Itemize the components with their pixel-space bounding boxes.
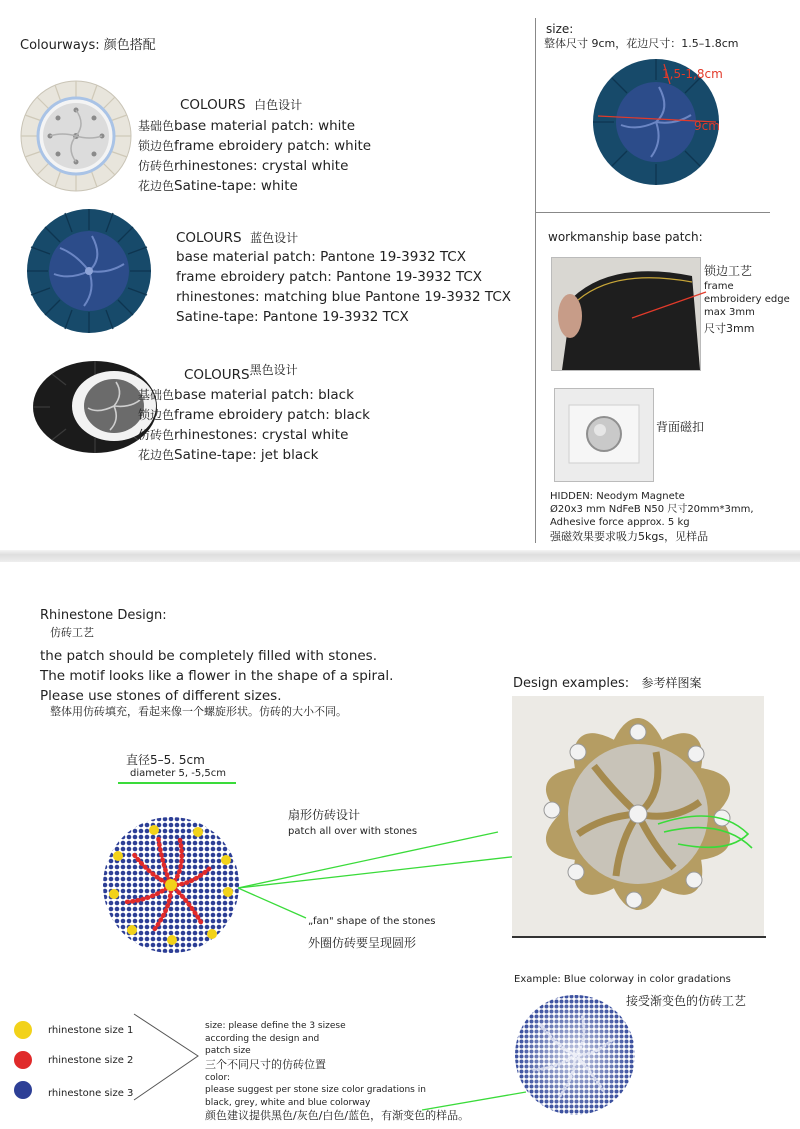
- edge-cn-label: 锁边工艺: [704, 264, 753, 278]
- magnet-cn-label: 背面磁扣: [656, 420, 705, 434]
- fan-design-cn: 扇形仿砖设计: [288, 808, 361, 822]
- legend-bracket: [132, 1012, 204, 1104]
- photo-baseline: [512, 936, 766, 938]
- colourways-title: Colourways: 颜色搭配: [20, 38, 156, 53]
- edge-spec: frame embroidery edge max 3mm: [704, 281, 790, 318]
- section-divider: [535, 212, 770, 213]
- legend-dot-size3: [14, 1081, 32, 1099]
- page-separator: [0, 550, 800, 562]
- magnet-spec: HIDDEN: Neodym Magnete Ø20x3 mm NdFeB N50 尺寸20mm*3mm, Adhesive force approx. 5 kg 强磁效果要求吸力5kgs，见样品: [550, 491, 754, 543]
- design-description-cn: 整体用仿砖填充，看起来像一个螺旋形状。仿砖的大小不同。: [50, 705, 347, 718]
- gradient-stone-diagram: [514, 994, 636, 1116]
- fan-shape-en: „fan" shape of the stones: [308, 916, 436, 927]
- legend-dot-size2: [14, 1051, 32, 1069]
- white-spec-list: 基础色base material patch: white 锁边色frame ebroidery patch: white 仿砖色rhinestones: crystal white 花边色Satine-tape: white: [138, 118, 372, 194]
- gradient-example-cn: 接受渐变色的仿砖工艺: [626, 994, 747, 1008]
- example-photo: [512, 696, 764, 936]
- workmanship-title: workmanship base patch:: [548, 230, 703, 244]
- size-detail: 整体尺寸 9cm，花边尺寸：1.5–1.8cm: [544, 37, 739, 50]
- design-examples-title: Design examples: 参考样图案: [513, 676, 702, 691]
- spiral-stone-diagram: [102, 816, 240, 954]
- gradient-pointer-line: [420, 1090, 530, 1114]
- white-heading: COLOURS 白色设计: [180, 97, 303, 113]
- diameter-annotation: 9cm: [694, 119, 720, 133]
- diameter-cn: 直径5–5. 5cm: [126, 753, 205, 767]
- column-divider: [535, 18, 536, 543]
- diameter-underline: [118, 782, 236, 784]
- blue-heading: COLOURS 蓝色设计: [176, 230, 299, 246]
- legend-label-size2: rhinestone size 2: [48, 1055, 134, 1066]
- legend-label-size1: rhinestone size 1: [48, 1025, 134, 1036]
- blue-rosette-image: [26, 208, 152, 334]
- edge-size-cn: 尺寸3mm: [704, 322, 755, 335]
- design-description: the patch should be completely filled with stones. The motif looks like a flower in the shape of a spiral. Please use stones of different sizes.: [40, 648, 394, 704]
- blue-spec-list: base material patch: Pantone 19-3932 TCX frame ebroidery patch: Pantone 19-3932 TCX rhinestones: matching blue Pantone 19-3932 TCX Satine-tape: Pantone 19-3932 TCX: [176, 249, 512, 325]
- fan-design-en: patch all over with stones: [288, 826, 418, 837]
- rhinestone-title: Rhinestone Design:: [40, 608, 167, 623]
- black-heading: COLOURS黑色设计: [184, 363, 298, 383]
- fan-shape-cn: 外圈仿砖要呈现圆形: [308, 936, 417, 950]
- legend-label-size3: rhinestone size 3: [48, 1088, 134, 1099]
- diameter-en: diameter 5, -5,5cm: [130, 768, 226, 779]
- trim-size-annotation: 1,5-1,8cm: [662, 67, 723, 81]
- gradient-example-en: Example: Blue colorway in color gradations: [514, 974, 731, 985]
- magnet-photo: [554, 388, 654, 482]
- white-rosette-image: [20, 80, 132, 192]
- size-label: size:: [546, 22, 574, 36]
- legend-dot-size1: [14, 1021, 32, 1039]
- rhinestone-title-cn: 仿砖工艺: [50, 626, 94, 639]
- black-spec-list: 基础色base material patch: black 锁边色frame ebroidery patch: black 仿砖色rhinestones: crystal white 花边色Satine-tape: jet black: [138, 387, 370, 463]
- size-color-notes: size: please define the 3 sizese according the design and patch size 三个不同尺寸的仿砖位置 color: please suggest per stone size color gradations in black, grey, white and blue colorway 颜色建议提供黑色/灰色/白色/蓝色，有渐变色的样品。: [205, 1021, 470, 1122]
- edge-pointer-line: [630, 290, 710, 320]
